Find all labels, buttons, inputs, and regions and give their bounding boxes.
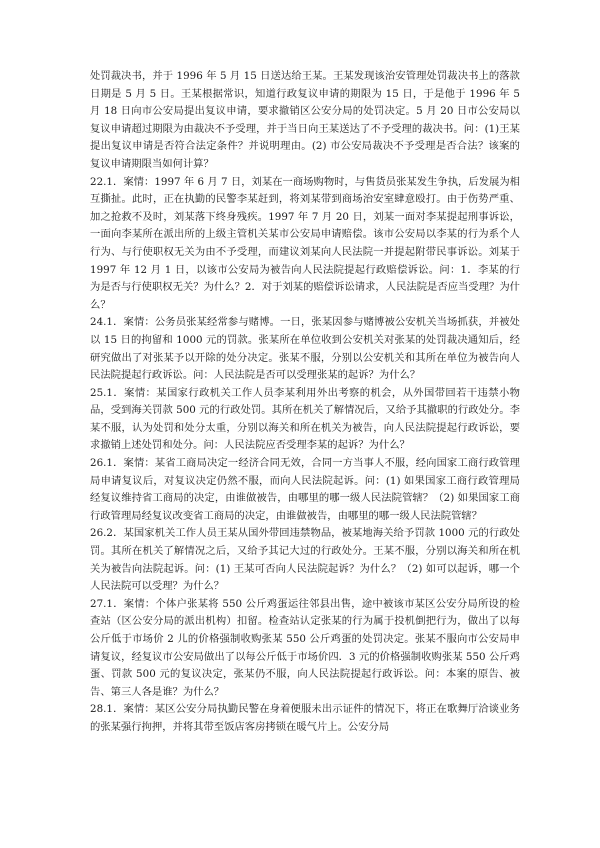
paragraph-case-26-2: 26.2．某国家机关工作人员王某从国外带回违禁物品，被某地海关给予罚款 1000 元的行政处罚。其所在机关了解情况之后，又给予其记大过的行政处分。王某不服，分别以海关和所在机关为被告向法院起诉。问：(1) 王某可否向人民法院起诉？为什么？（2) 如可以起诉，哪一个人民法院可以受理？为什么？ [90, 527, 520, 593]
paragraph-case-24-1: 24.1．案情：公务员张某经常参与赌博。一日，张某因参与赌博被公安机关当场抓获，并被处以 15 日的拘留和 1000 元的罚款。张某所在单位收到公安机关对张某的处罚裁决通知后，经研究做出了对张某予以开除的处分决定。张某不服，分别以公安机关和其所在单位为被告向人民法院提起行政诉讼。问：人民法院是否可以受理张某的起诉？为什么？ [90, 316, 520, 382]
paragraph-case-26-1: 26.1．案情：某省工商局决定一经济合同无效，合同一方当事人不服，经向国家工商行政管理局申请复议后，对复议决定仍然不服，而向人民法院起诉。问：(1) 如果国家工商行政管理局经复议维持省工商局的决定，由谁做被告，由哪里的哪一级人民法院管辖？（2) 如果国家工商行政管理局经复议改变省工商局的决定，由谁做被告，由哪里的哪一级人民法院管辖？ [90, 457, 520, 522]
paragraph-case-28-1: 28.1．案情：某区公安分局执勤民警在身着便服未出示证件的情况下，将正在歌舞厅洽谈业务的张某强行拘押，并将其带至饭店客房拷锁在暖气片上。公安分局 [90, 703, 520, 733]
paragraph-case-25-1: 25.1．案情：某国家行政机关工作人员李某利用外出考察的机会，从外国带回若干违禁小物品，受到海关罚款 500 元的行政处罚。其所在机关了解情况后，又给予其撤职的行政处分。李某不服，认为处罚和处分太重，分别以海关和所在机关为被告，向人民法院提起行政诉讼，要求撤销上述处罚和处分。问：人民法院应否受理李某的起诉？为什么？ [90, 386, 520, 452]
paragraph-continued: 处罚裁决书，并于 1996 年 5 月 15 日送达给王某。王某发现该治安管理处罚裁决书上的落款日期是 5 月 5 日。王某根据常识，知道行政复议申请的期限为 15 日，于是他于 1996 年 5 月 18 日向市公安局提出复议申请，要求撤销区公安分局的处罚决定。5 月 20 日市公安局以复议申请超过期限为由裁决不予受理，并于当日向王某送达了不予受理的裁决书。问：(1)王某提出复议申请是否符合法定条件？并说明理由。(2) 市公安局裁决不予受理是否合法？该案的复议申请期限当如何计算？ [90, 70, 520, 170]
paragraph-case-22-1: 22.1．案情：1997 年 6 月 7 日，刘某在一商场购物时，与售货员张某发生争执，后发展为相互撕扯。此时，正在执勤的民警李某赶到，将刘某带到商场治安室肆意殴打。由于伤势严重、加之抢救不及时，刘某落下终身残疾。1997 年 7 月 20 日，刘某一面对李某提起刑事诉讼，一面向李某所在派出所的上级主管机关某市公安局申请赔偿。该市公安局以李某的行为系个人行为、与行使职权无关为由不予受理，而建议刘某向人民法院一并提起附带民事诉讼。刘某于 1997 年 12 月 1 日，以该市公安局为被告向人民法院提起行政赔偿诉讼。问：1．李某的行为是否与行使职权无关？为什么？2．对于刘某的赔偿诉讼请求，人民法院是否应当受理？为什么？ [90, 175, 520, 311]
document-page [90, 68, 520, 843]
paragraph-case-27-1: 27.1．案情：个体户张某将 550 公斤鸡蛋运往邻县出售，途中被该市某区公安分局所设的检查站（区公安分局的派出机构）扣留。检查站认定张某的行为属于投机倒把行为，做出了以每公斤低于市场价 2 儿的价格强制收购张某 550 公斤鸡蛋的处罚决定。张某不服向市公安局申请复议，经复议市公安局做出了以每公斤低于市场价四．3 元的价格强制收购张某 550 公斤鸡蛋、罚款 500 元的复议决定，张某仍不服，向人民法院提起行政诉讼。问：本案的原告、被告、第三人各是谁？为什么？ [90, 597, 520, 698]
